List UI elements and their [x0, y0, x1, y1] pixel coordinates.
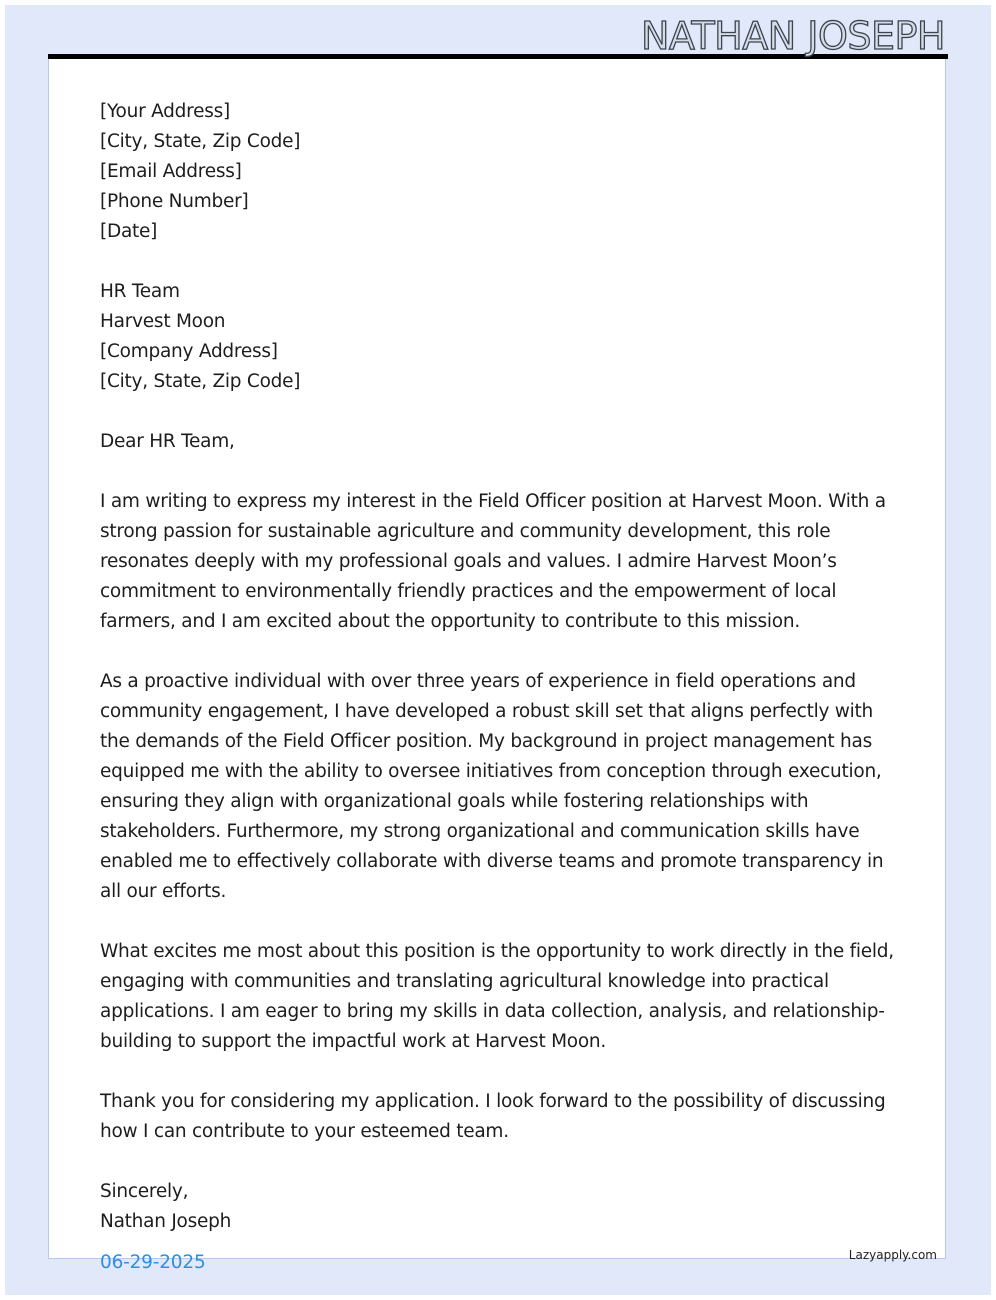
spacer: [100, 397, 900, 427]
paragraph-3: What excites me most about this position is the opportunity to work directly in the field, engaging with communities and translating agricultural knowledge into practical applications. I am eager to bring my skills in data collection, analysis, and relationship-building to support the impactful work at Harvest Moon.: [100, 941, 894, 1052]
sender-email: [Email Address]: [100, 161, 242, 182]
recipient-company: Harvest Moon: [100, 311, 226, 332]
sender-phone: [Phone Number]: [100, 191, 249, 212]
spacer: [100, 247, 900, 277]
recipient-address: [Company Address]: [100, 341, 278, 362]
closing: Sincerely,: [100, 1181, 189, 1202]
paragraph-2: As a proactive individual with over three years of experience in field operations and community engagement, I have developed a robust skill set that aligns perfectly with the demands of the Field Officer position. My background in project management has equipped me with the ability to oversee initiatives from conception through execution, ensuring they align with organizational goals while fostering relationships with stakeholders. Furthermore, my strong organizational and communication skills have enabled me to effectively collaborate with diverse teams and promote transparency in all our efforts.: [100, 671, 884, 902]
sender-city-state-zip: [City, State, Zip Code]: [100, 131, 301, 152]
paragraph-4: Thank you for considering my application. I look forward to the possibility of discussing how I can contribute to your esteemed team.: [100, 1091, 886, 1142]
letter-body: [100, 97, 900, 1237]
footer-brand: Lazyapply.com: [848, 1248, 937, 1262]
recipient-team: HR Team: [100, 281, 180, 302]
footer-date: 06-29-2025: [100, 1252, 206, 1273]
salutation: Dear HR Team,: [100, 431, 235, 452]
sender-date: [Date]: [100, 221, 158, 242]
sender-address: [Your Address]: [100, 101, 230, 122]
spacer: [100, 457, 900, 487]
paragraph-1: I am writing to express my interest in the Field Officer position at Harvest Moon. With a strong passion for sustainable agriculture and community development, this role resonates deeply with my professional goals and values. I admire Harvest Moon’s commitment to environmentally friendly practices and the empowerment of local farmers, and I am excited about the opportunity to contribute to this mission.: [100, 491, 886, 632]
recipient-city-state-zip: [City, State, Zip Code]: [100, 371, 301, 392]
signature-name: Nathan Joseph: [100, 1211, 232, 1232]
applicant-name-heading: NATHAN JOSEPH: [641, 14, 945, 58]
